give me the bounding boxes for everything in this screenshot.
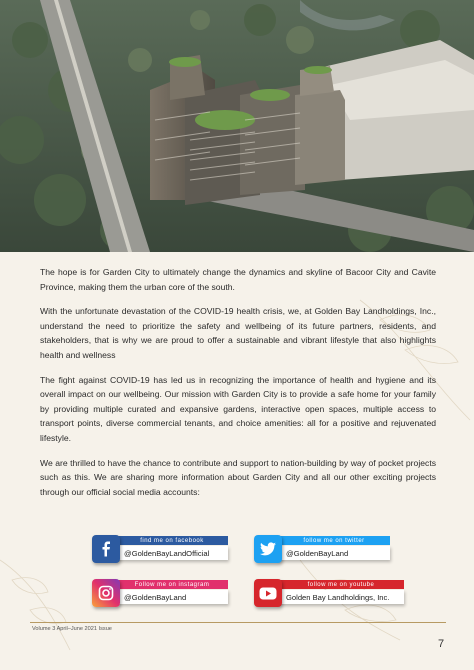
hero-aerial-render <box>0 0 474 252</box>
aerial-city-illustration <box>0 0 474 252</box>
page-number: 7 <box>438 638 445 650</box>
instagram-icon <box>92 579 120 607</box>
youtube-handle: Golden Bay Landholdings, Inc. <box>278 590 404 604</box>
facebook-label: find me on facebook <box>116 536 228 545</box>
footer-divider <box>30 622 446 623</box>
paragraph-2: With the unfortunate devastation of the COVID-19 health crisis, we, at Golden Bay Landholdings, Inc., understand the need to prioritize the safety and wellbeing of its future partners, residents, and stakeholders, that is why we are proud to offer a sustainable and vibrant lifestyle that also highlights health and wellness <box>40 306 436 360</box>
paragraph-3: The fight against COVID-19 has led us in recognizing the importance of health and hygiene and its overall impact on our wellbeing. Our mission with Garden City is to provide a safe home for your family by providing multiple curated and expansive gardens, interactive open spaces, multiple access to transport points, diverse commercial tenants, and choice amenities: all for a positive and rejuvenated lifestyle. <box>40 374 436 443</box>
twitter-label: follow me on twitter <box>278 536 390 545</box>
instagram-handle: @GoldenBayLand <box>116 590 228 604</box>
youtube-icon <box>254 579 282 607</box>
paragraph-4: We are thrilled to have the chance to contribute and support to nation-building by way of pocket projects such as this. We are sharing more information about Garden City and all our other exciting projects through our official social media accounts: <box>40 457 436 497</box>
youtube-label: follow me on youtube <box>278 580 404 589</box>
social-media-links <box>90 536 410 612</box>
facebook-link[interactable] <box>92 536 228 562</box>
twitter-link[interactable] <box>254 536 390 562</box>
twitter-icon <box>254 535 282 563</box>
youtube-link[interactable] <box>254 580 404 606</box>
issue-label: Volume 3 April–June 2021 Issue <box>32 626 112 632</box>
facebook-icon <box>92 535 120 563</box>
instagram-label: Follow me on instagram <box>116 580 228 589</box>
twitter-handle: @GoldenBayLand <box>278 546 390 560</box>
instagram-link[interactable] <box>92 580 228 606</box>
facebook-handle: @GoldenBayLandOfficial <box>116 546 228 560</box>
body-text <box>40 265 436 509</box>
paragraph-1: The hope is for Garden City to ultimately change the dynamics and skyline of Bacoor City and Cavite Province, making them the urban core of the south. <box>40 267 436 292</box>
